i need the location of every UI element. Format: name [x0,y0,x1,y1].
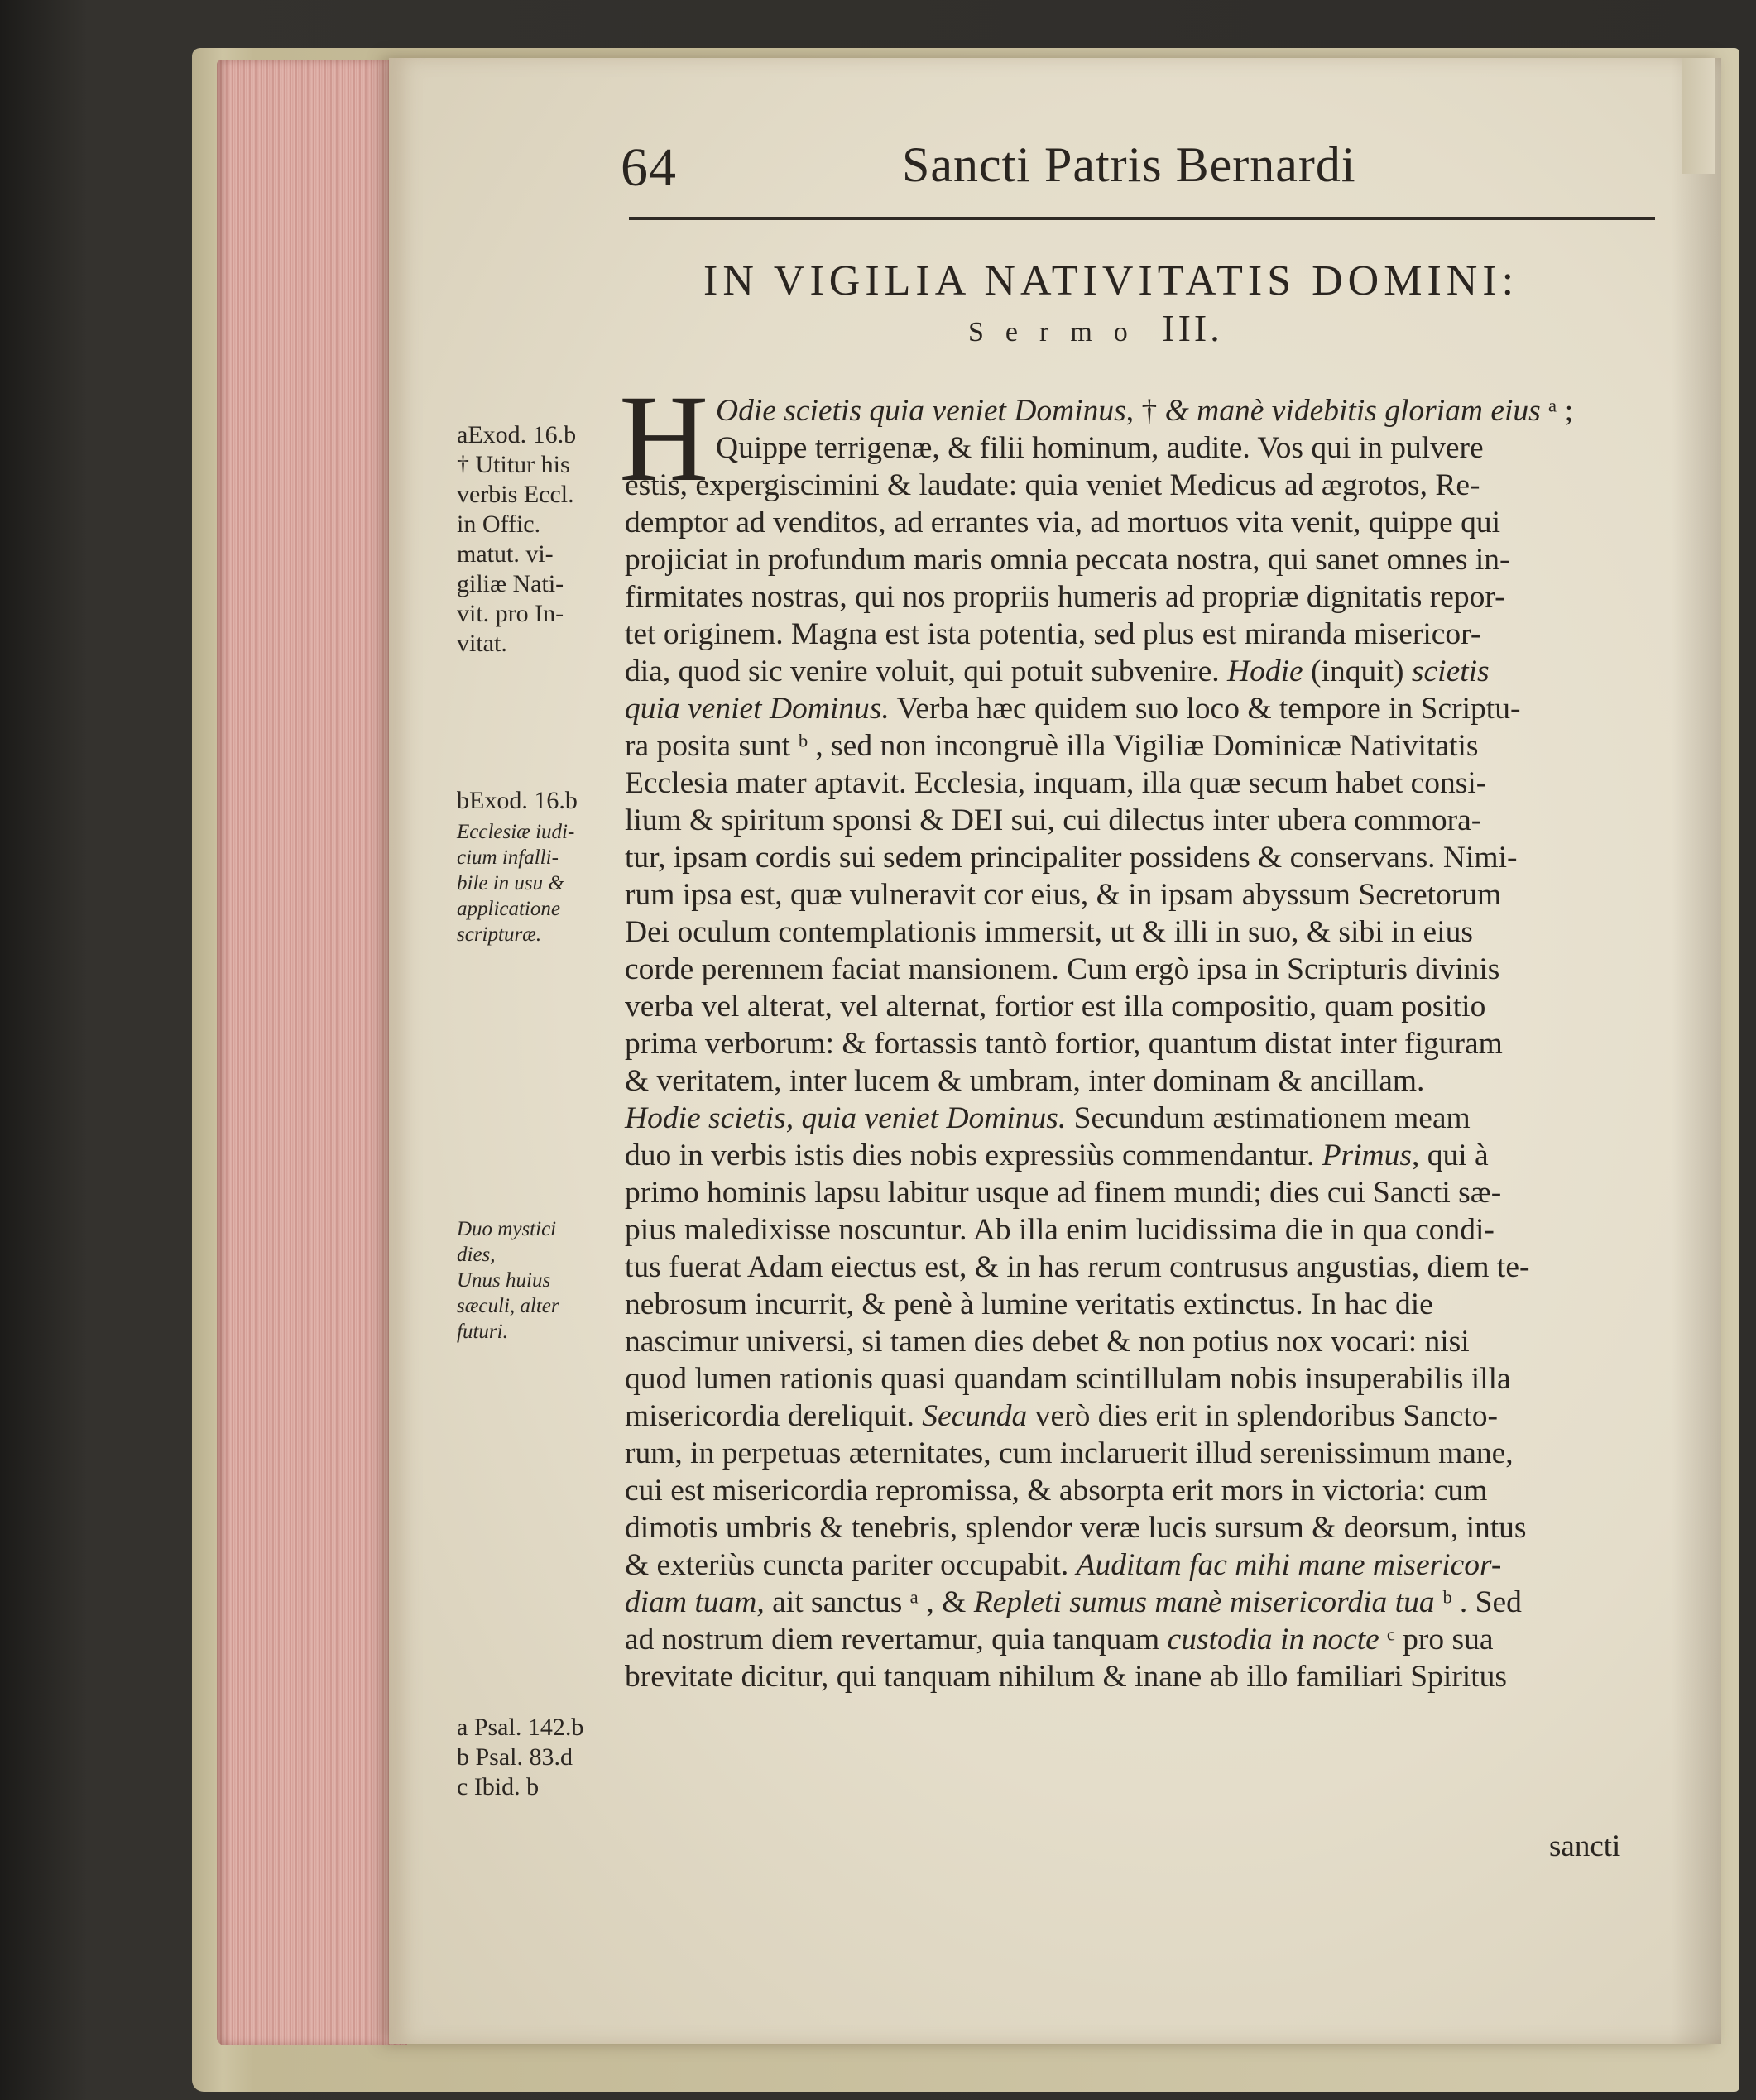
body-line [625,1398,1498,1435]
body-line [625,467,1480,504]
italic-text: & manè videbitis gloriam eius [1164,394,1541,428]
body-line [625,1063,1424,1100]
body-line [625,505,1500,541]
text-run: & veritatem, inter lucem & umbram, inter dominam & ancillam. [625,1064,1425,1098]
text-run: ait sanctus ᵃ , & [764,1585,974,1619]
margin-note-line: matut. vi- [457,540,554,568]
body-line [625,765,1486,802]
text-run: lium & spiritum sponsi & DEI sui, cui dilectus inter ubera commora- [625,803,1482,837]
text-run: ᵇ . Sed [1434,1585,1522,1619]
text-run: rum, in perpetuas æternitates, cum inclaruerit illud serenissimum mane, [625,1436,1514,1470]
body-line [625,1324,1470,1360]
italic-text: Auditam fac mihi mane misericor- [1076,1548,1502,1582]
margin-note-line: Unus huius [457,1269,551,1292]
italic-text: custodia in nocte [1167,1623,1379,1657]
margin-note-line: c Ibid. b [457,1773,540,1800]
text-run: rum ipsa est, quæ vulneravit cor eius, & in ipsam abyssum Secretorum [625,878,1502,912]
body-line [625,1510,1527,1546]
body-line [625,1659,1507,1695]
text-run: firmitates nostras, qui nos propriis humeris ad propriæ dignitatis repor- [625,580,1505,614]
margin-note-line: Ecclesiæ iudi- [457,821,575,843]
text-run: brevitate dicitur, qui tanquam nihilum & inane ab illo familiari Spiritus [625,1660,1507,1694]
italic-text: diam tuam, [625,1585,765,1619]
body-line [625,1436,1514,1472]
margin-note-line: applicatione [457,898,560,920]
text-run: ᶜ pro sua [1379,1623,1494,1657]
body-line [625,728,1478,765]
text-run: Verba hæc quidem suo loco & tempore in Scriptu- [889,692,1521,726]
text-run: , † [1125,394,1165,428]
italic-text: Hodie [1227,654,1303,688]
body-line [625,1473,1487,1509]
margin-note-line: cium infalli- [457,846,559,869]
italic-text: Primus [1322,1139,1412,1172]
text-run: ra posita sunt ᵇ , sed non incongruè illa Vigiliæ Dominicæ Nativitatis [625,729,1479,763]
text-run: estis, expergiscimini & laudate: quia veniet Medicus ad ægrotos, Re- [625,468,1480,502]
running-title: Sancti Patris Bernardi [902,137,1356,192]
body-line [625,1585,1522,1621]
sermo-number: III. [1162,307,1223,349]
page-number: 64 [621,137,677,198]
margin-note-line: bExod. 16.b [457,787,578,814]
book-page [389,58,1721,2044]
text-run: tur, ipsam cordis sui sedem principaliter possidens & conservans. Nimi- [625,841,1518,875]
margin-note-line: in Offic. [457,511,541,538]
text-run: verba vel alterat, vel alternat, fortior est illa compositio, quam positio [625,990,1486,1024]
body-line [625,1249,1530,1286]
margin-note-line: verbis Eccl. [457,481,574,508]
text-run: tus fuerat Adam eiectus est, & in has rerum contrusus angustias, diem te- [625,1250,1530,1284]
catchword: sancti [1549,1829,1621,1863]
margin-note-line: b Psal. 83.d [457,1743,573,1771]
text-run: , qui à [1411,1139,1489,1172]
margin-note-line: futuri. [457,1321,508,1343]
text-run: corde perennem faciat mansionem. Cum ergò ipsa in Scripturis divinis [625,952,1500,986]
text-run: misericordia dereliquit. [625,1399,923,1433]
margin-note-line: vitat. [457,630,507,657]
text-run: pius maledixisse noscuntur. Ab illa enim lucidissima die in qua condi- [625,1213,1495,1247]
italic-text: quia veniet Dominus. [625,692,890,726]
body-line [625,616,1480,653]
margin-note-line: scripturæ. [457,923,542,946]
body-line [625,877,1501,913]
body-line [625,1138,1489,1174]
body-line [625,1622,1494,1658]
body-line [625,914,1473,951]
margin-note-line: aExod. 16.b [457,421,577,448]
text-run: ad nostrum diem revertamur, quia tanquam [625,1623,1168,1657]
text-run: primo hominis lapsu labitur usque ad finem mundi; dies cui Sancti sæ- [625,1176,1502,1210]
body-line [625,1287,1433,1323]
text-run: & exteriùs cuncta pariter occupabit. [625,1548,1077,1582]
margin-note-line: giliæ Nati- [457,570,564,597]
body-line [716,430,1484,467]
italic-text: Repleti sumus manè misericordia tua [973,1585,1435,1619]
body-line [625,1212,1495,1249]
margin-note-line: Duo mystici [457,1218,557,1240]
drop-cap: H [619,370,709,507]
text-run: verò dies erit in splendoribus Sancto- [1027,1399,1498,1433]
text-run: demptor ad venditos, ad errantes via, ad mortuos vita venit, quippe qui [625,506,1501,539]
margin-note-line: a Psal. 142.b [457,1714,584,1741]
margin-note-line: † Utitur his [457,451,570,478]
text-run: Quippe terrigenæ, & filii hominum, audite. Vos qui in pulvere [716,431,1484,465]
italic-text: scietis [1411,654,1490,688]
text-run: dimotis umbris & tenebris, splendor veræ lucis sursum & deorsum, intus [625,1511,1527,1545]
text-run: prima verborum: & fortassis tantò fortior, quantum distat inter figuram [625,1027,1503,1061]
text-run: Dei oculum contemplationis immersit, ut & illi in suo, & sibi in eius [625,915,1473,949]
body-text [389,58,1721,2044]
text-run: nebrosum incurrit, & penè à lumine veritatis extinctus. In hac die [625,1287,1433,1321]
body-line [625,654,1490,690]
sermo-word: Sermo [968,317,1149,348]
body-line [625,989,1485,1025]
section-title: IN VIGILIA NATIVITATIS DOMINI: [703,257,1519,304]
text-run: dia, quod sic venire voluit, qui potuit subvenire. [625,654,1228,688]
body-line [625,1547,1501,1584]
italic-text: Hodie scietis, quia veniet Dominus. [625,1101,1067,1135]
margin-note-line: vit. pro In- [457,600,564,627]
text-run: projiciat in profundum maris omnia peccata nostra, qui sanet omnes in- [625,543,1510,577]
text-run: (inquit) [1303,654,1412,688]
margin-note-line: dies, [457,1244,496,1266]
text-run: duo in verbis istis dies nobis expressiùs commendantur. [625,1139,1322,1172]
body-line [625,952,1499,988]
body-line [625,542,1510,578]
body-line [625,1175,1501,1211]
body-line [625,1361,1511,1398]
text-run: Secundum æstimationem meam [1066,1101,1471,1135]
italic-text: Odie scietis quia veniet Dominus [716,394,1126,428]
body-line [625,579,1505,616]
margin-note-line: bile in usu & [457,872,564,894]
page-edges [217,60,407,2045]
body-line [625,840,1518,876]
body-line [625,803,1481,839]
text-run: ᵃ ; [1540,394,1574,428]
margin-note-line: sæculi, alter [457,1295,559,1317]
body-line [716,393,1573,429]
text-run: Ecclesia mater aptavit. Ecclesia, inquam, illa quæ secum habet consi- [625,766,1487,800]
text-run: cui est misericordia repromissa, & absorpta erit mors in victoria: cum [625,1474,1488,1508]
body-line [625,1100,1471,1137]
text-run: tet originem. Magna est ista potentia, sed plus est miranda misericor- [625,617,1481,651]
italic-text: Secunda [922,1399,1028,1433]
text-run: nascimur universi, si tamen dies debet & non potius nox vocari: nisi [625,1325,1470,1359]
body-line [625,691,1520,727]
text-run: quod lumen rationis quasi quandam scintillulam nobis insuperabilis illa [625,1362,1511,1396]
body-line [625,1026,1503,1062]
